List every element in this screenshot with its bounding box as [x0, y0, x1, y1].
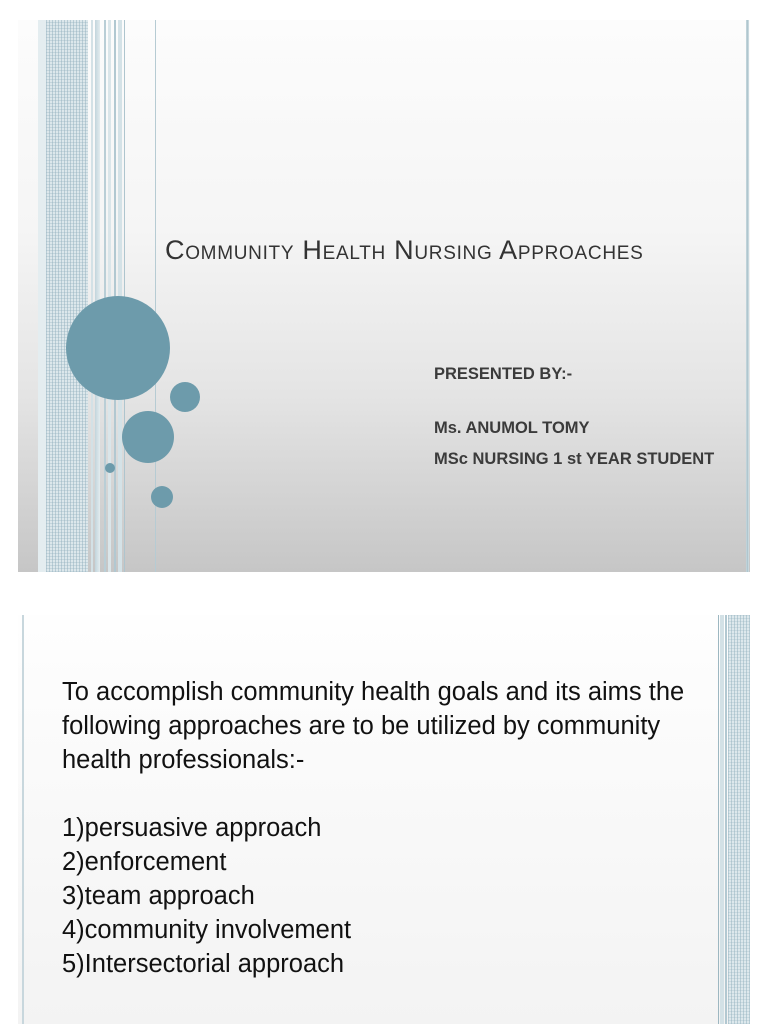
list-item: 4)community involvement: [62, 916, 352, 944]
list-item: 3)team approach: [62, 882, 255, 910]
slide-1: [18, 20, 750, 572]
slide-title: Community Health Nursing Approaches: [165, 235, 644, 265]
decorative-stripe: [91, 20, 93, 572]
presented-by-label: PRESENTED BY:-: [434, 365, 573, 383]
presenter-name: Ms. ANUMOL TOMY: [434, 419, 590, 437]
decorative-edge-line: [22, 615, 24, 1024]
decorative-stripe: [718, 615, 719, 1024]
list-item: 1)persuasive approach: [62, 814, 322, 842]
decorative-stripe-texture: [46, 20, 88, 572]
decorative-circle-medium: [122, 411, 174, 463]
decorative-stripe: [104, 20, 106, 572]
decorative-stripe: [725, 615, 727, 1024]
decorative-stripe: [38, 20, 46, 572]
decorative-stripe-texture: [728, 615, 750, 1024]
decorative-circle-tiny: [105, 463, 115, 473]
list-item: 5)Intersectorial approach: [62, 950, 345, 978]
decorative-circle-large: [66, 296, 170, 400]
decorative-edge-line: [746, 20, 749, 572]
decorative-stripe: [95, 20, 100, 572]
slide-2: [18, 615, 750, 1024]
presenter-role: MSc NURSING 1 st YEAR STUDENT: [434, 450, 715, 468]
list-item: 2)enforcement: [62, 848, 227, 876]
approach-list: [62, 811, 717, 981]
intro-paragraph: To accomplish community health goals and its aims the following approaches are to be utilized by community health professionals:-: [62, 678, 685, 774]
decorative-circle-small: [151, 486, 173, 508]
decorative-circle-small: [170, 382, 200, 412]
slide-body: [62, 675, 717, 981]
decorative-stripe: [720, 615, 724, 1024]
